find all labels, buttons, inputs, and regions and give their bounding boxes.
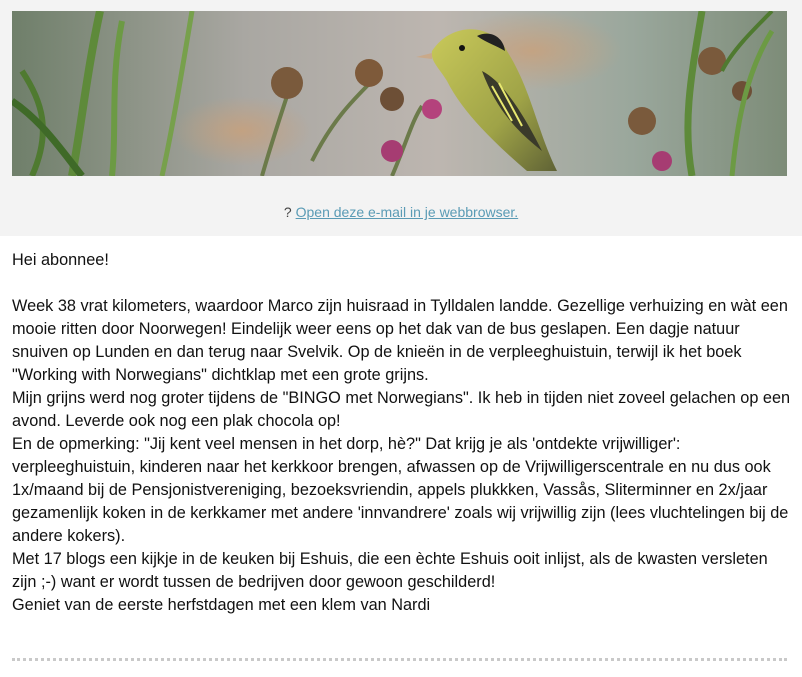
paragraph-volunteer: En de opmerking: "Jij kent veel mensen in het dorp, hè?" Dat krijg je als 'ontdekte vrijwilliger': verpleeghuistuin, kinderen naar het kerkkoor brengen, afwassen op de Vrijwilligerscentrale en nu dus ook 1x/maand bij de Pensjonistvereniging, bezoeksvriendin, appels plukkken, Vassås, Sliterminner en 2x/jaar gezamenlijk koken in de kerkkamer met andere 'innvandrere' zoals wij vrijwillig zijn (lees vluchtelingen bij de andere kokers). xyxy=(12,435,789,545)
paragraph-week38: Week 38 vrat kilometers, waardoor Marco zijn huisraad in Tylldalen landde. Gezellige verhuizing en wàt een mooie ritten door Noorwegen! Eindelijk weer eens op het dak van de bus geslapen. Een dagje natuur snuiven op Lunden en dan terug naar Svelvik. Op de knieën in de verpleeghuistuin, terwijl ik het boek "Working with Norwegians" dichtklap met een grote grijns. xyxy=(12,297,788,384)
email-body xyxy=(12,249,792,617)
open-in-browser-link[interactable]: Open deze e-mail in je webbrowser. xyxy=(295,204,519,220)
banner-image xyxy=(12,11,787,176)
paragraph-bingo: Mijn grijns werd nog groter tijdens de "BINGO met Norwegians". Ik heb in tijden niet zoveel gelachen op een avond. Leverde ook nog een plak chocola op! xyxy=(12,389,791,430)
browser-prefix: ? xyxy=(283,204,292,220)
email-header-band xyxy=(0,0,802,236)
dotted-divider xyxy=(12,658,787,661)
webbrowser-line xyxy=(0,204,802,220)
paragraph-blogs: Met 17 blogs een kijkje in de keuken bij Eshuis, die een èchte Eshuis ooit inlijst, als de kwasten versleten zijn ;-) want er wordt tussen de bedrijven door gewoon geschilderd! xyxy=(12,550,768,591)
greeting: Hei abonnee! xyxy=(12,251,109,269)
paragraph-closing: Geniet van de eerste herfstdagen met een klem van Nardi xyxy=(12,596,431,614)
